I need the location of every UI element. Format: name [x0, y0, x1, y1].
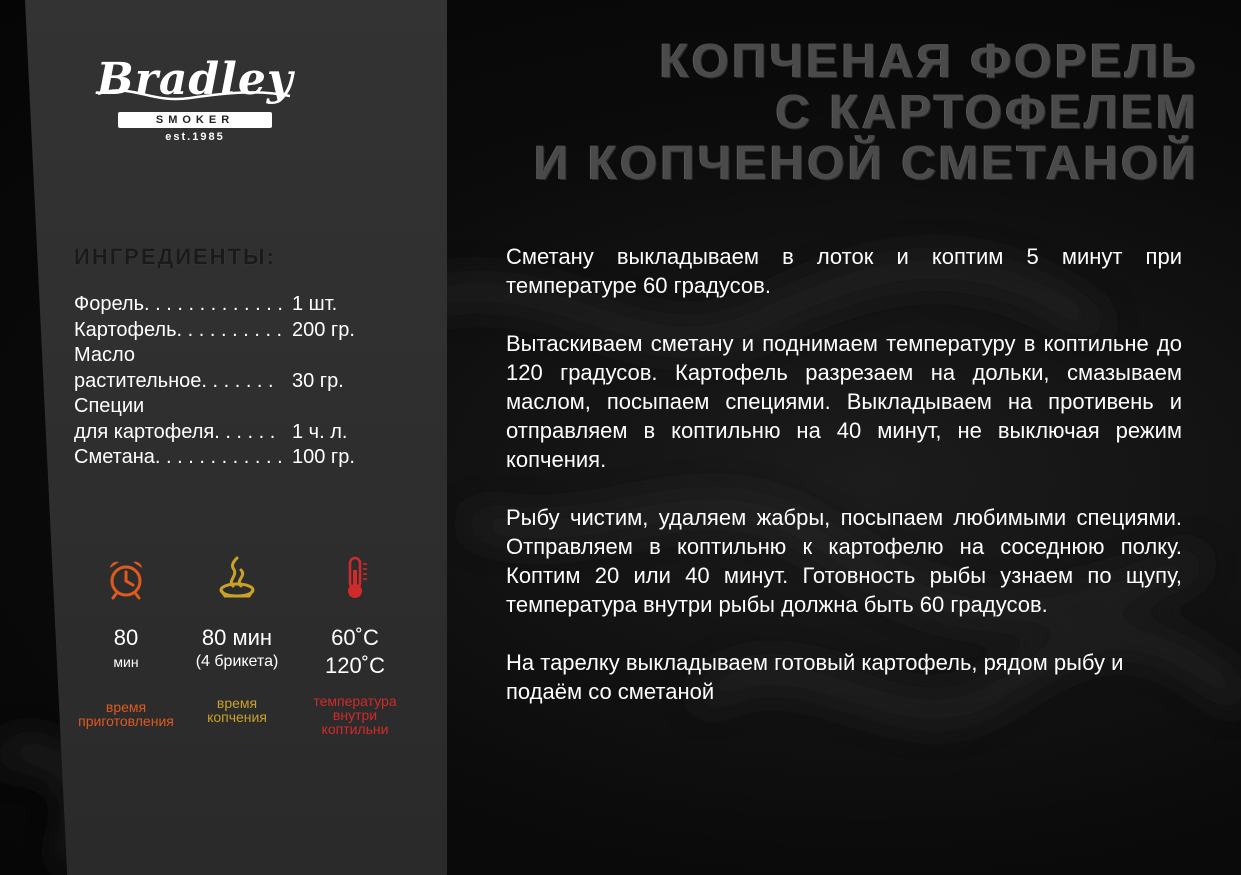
ingredient-dots: . . . . . . . . . . . . . [144, 293, 283, 315]
stat-smoke-time [184, 556, 290, 724]
ingredient-row [74, 445, 404, 471]
ingredient-row [74, 318, 404, 344]
caption-line: температура [313, 693, 397, 709]
step-paragraph: На тарелку выкладываем готовый картофель, рядом рыбу и подаём со сметаной [506, 650, 1124, 704]
ingredient-qty: 200 гр. [292, 318, 355, 341]
smoke-bowl-icon [217, 556, 257, 600]
ingredient-name: Специи [74, 395, 145, 417]
caption-line: время [216, 695, 258, 711]
recipe-steps [506, 242, 1182, 735]
smoke-time-value: 80 мин [201, 625, 273, 650]
recipe-title [534, 36, 1199, 189]
step-paragraph: Рыбу чистим, удаляем жабры, посыпаем любимыми специями. Отправляем в коптильню к картофелю на соседнюю полку. Коптим 20 или 40 минут. Готовность рыбы узнаем по щупу, температура внутри рыбы должна быть 60 градусов. [506, 505, 1182, 617]
caption-line: внутри [332, 707, 378, 723]
ingredient-dots: . . . . . . . . . . . . [154, 446, 283, 468]
ingredient-qty: 100 гр. [292, 446, 355, 468]
briquettes-count: (4 брикета) [195, 653, 279, 670]
title-line: С КАРТОФЕЛЕМ [775, 86, 1199, 139]
temperature-caption [302, 694, 408, 736]
alarm-clock-icon [106, 558, 146, 600]
ingredient-dots: . . . . . . [214, 420, 276, 443]
step-paragraph: Сметану выкладываем в лоток и коптим 5 минут при температуре 60 градусов. [506, 244, 1182, 298]
cook-time-caption [70, 700, 182, 728]
ingredients-list [74, 292, 404, 471]
ingredient-qty: 30 гр. [292, 369, 344, 392]
temperature-value-2: 120˚C [325, 653, 385, 678]
title-line: И КОПЧЕНОЙ СМЕТАНОЙ [533, 137, 1199, 190]
step-paragraph: Вытаскиваем сметану и поднимаем температуру в коптильне до 120 градусов. Картофель разрезаем на дольки, смазываем маслом, посыпаем специями. Выкладываем на противень и отправляем в коптильню на 40 минут, не выключая режим копчения. [506, 331, 1182, 472]
logo-est: est.1985 [165, 131, 225, 143]
ingredient-qty: 1 шт. [292, 293, 338, 315]
cook-time-unit: мин [113, 654, 139, 670]
stat-cook-time [70, 558, 182, 728]
ingredient-name: Сметана [74, 446, 155, 468]
ingredient-row [74, 292, 404, 318]
ingredient-name: для картофеля [74, 420, 215, 443]
ingredient-dots: . . . . . . . . . . [176, 318, 283, 341]
ingredient-qty: 1 ч. л. [292, 420, 348, 443]
ingredient-row [74, 420, 404, 446]
caption-line: время [105, 699, 147, 715]
smoke-time-caption [184, 696, 290, 724]
logo-script: Bradley [96, 54, 294, 105]
cook-time-value: 80 [113, 625, 139, 650]
stat-temperature [302, 556, 408, 736]
logo-smoker: SMOKER [118, 112, 272, 128]
ingredient-row [74, 394, 404, 420]
caption-line: коптильни [321, 721, 389, 737]
title-line: КОПЧЕНАЯ ФОРЕЛЬ [659, 35, 1199, 88]
ingredient-dots: . . . . . . . [201, 369, 274, 392]
caption-line: приготовления [78, 713, 174, 729]
ingredient-row [74, 369, 404, 395]
temperature-value: 60˚C [331, 625, 379, 650]
ingredient-name: Масло [74, 344, 136, 366]
ingredient-name: Картофель [74, 318, 177, 341]
ingredient-name: растительное [74, 369, 202, 392]
ingredient-row [74, 343, 404, 369]
caption-line: копчения [207, 709, 267, 725]
ingredients-heading: ИНГРЕДИЕНТЫ: [74, 244, 276, 269]
ingredient-name: Форель [74, 293, 144, 315]
thermometer-icon [340, 556, 370, 600]
bradley-logo [90, 32, 300, 147]
